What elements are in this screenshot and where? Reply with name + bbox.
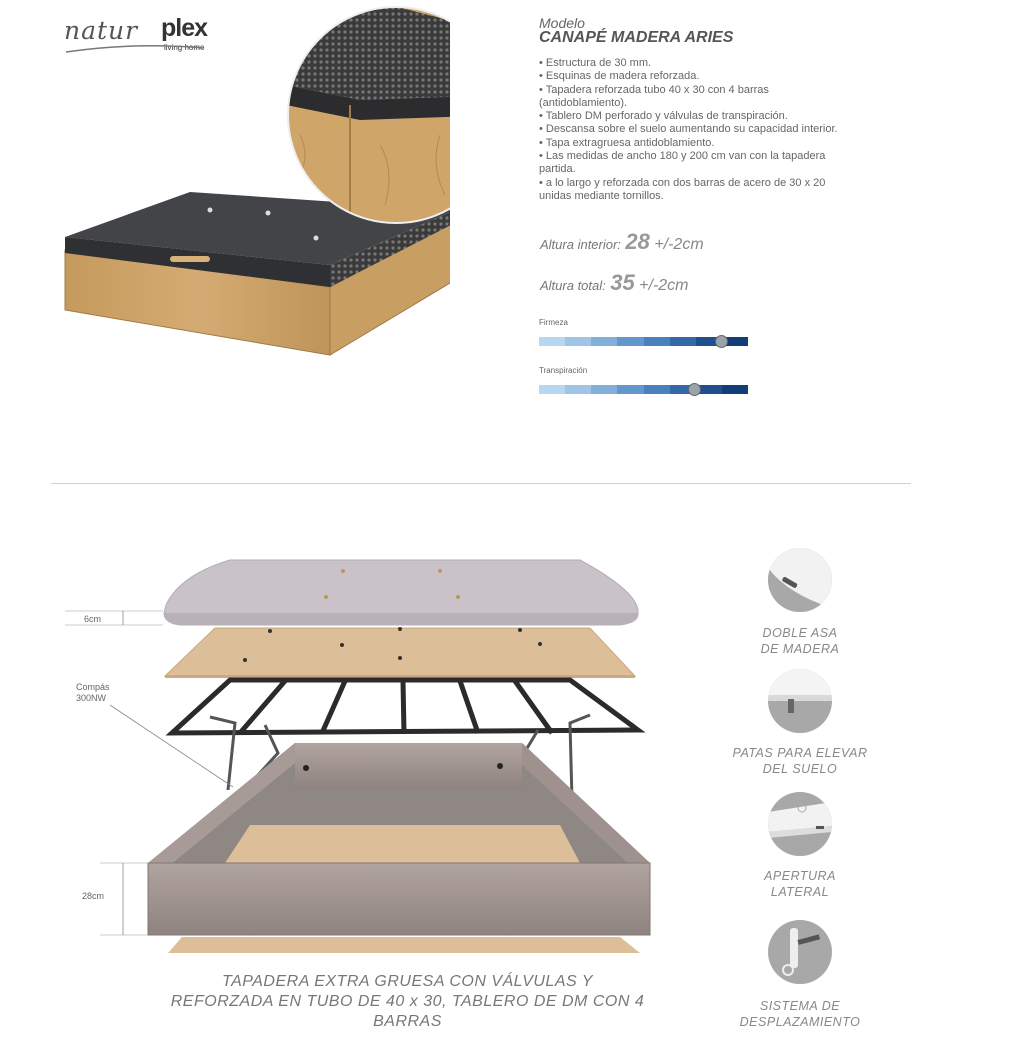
- section-divider: [51, 483, 911, 484]
- firmeza-scale: [539, 337, 748, 346]
- feature-item: • Las medidas de ancho 180 y 200 cm van con la tapadera partida.: [539, 150, 826, 176]
- scale-segment: [591, 337, 617, 346]
- side-opening-icon: [768, 792, 832, 856]
- feature-label: SISTEMA DE DESPLAZAMIENTO: [739, 999, 861, 1029]
- altura-total: [540, 270, 689, 296]
- scale-segment: [722, 385, 748, 394]
- model-label: Modelo: [539, 15, 585, 31]
- feature-item: • Tablero DM perforado y válvulas de transpiración.: [539, 110, 788, 123]
- altura-total-label: Altura total:: [540, 278, 606, 293]
- detail-zoom: [286, 5, 450, 225]
- scale-segment: [565, 337, 591, 346]
- feature-item: • Descansa sobre el suelo aumentando su capacidad interior.: [539, 123, 838, 136]
- scale-knob: [688, 383, 701, 396]
- product-illustration: [60, 5, 450, 365]
- transpiracion-label: Transpiración: [539, 366, 588, 375]
- scale-segment: [644, 385, 670, 394]
- altura-interior-tolerance: +/-2cm: [654, 236, 704, 253]
- scale-segment: [670, 337, 696, 346]
- feature-item: • a lo largo y reforzada con dos barras de acero de 30 x 20 unidas mediante tornillos.: [539, 176, 826, 202]
- feature-item: • Estructura de 30 mm.: [539, 57, 652, 69]
- raised-legs-icon: [768, 669, 832, 733]
- feature-label: DOBLE ASA DE MADERA: [760, 626, 840, 656]
- model-name: CANAPÉ MADERA ARIES: [539, 29, 734, 46]
- brand-word-natur: natur: [64, 16, 139, 45]
- exploded-diagram: [60, 545, 660, 965]
- dim-top-label: 6cm: [84, 614, 102, 624]
- piston-icon: [768, 920, 832, 984]
- compas-label: Compás 300NW: [76, 682, 110, 703]
- handle: [170, 256, 210, 262]
- feature-item: • Tapa extragruesa antidoblamiento.: [539, 136, 715, 149]
- scale-segment: [539, 337, 565, 346]
- brand-word-plex: plex: [161, 14, 208, 42]
- altura-interior-value: 28: [625, 229, 650, 254]
- altura-interior: [540, 229, 704, 255]
- scale-segment: [591, 385, 617, 394]
- firmeza-label: Firmeza: [539, 318, 568, 327]
- diagram-caption: TAPADERA EXTRA GRUESA CON VÁLVULAS Y REFORZADA EN TUBO DE 40 x 30, TABLERO DE DM CON 4 BARRAS: [170, 973, 645, 1030]
- wood-handle-icon: [768, 548, 832, 612]
- feature-list: [539, 57, 859, 203]
- scale-knob: [715, 335, 728, 348]
- dim-bottom-label: 28cm: [82, 891, 105, 901]
- altura-interior-label: Altura interior:: [540, 237, 621, 252]
- feature-label: APERTURA LATERAL: [764, 869, 836, 899]
- altura-total-tolerance: +/-2cm: [639, 277, 689, 294]
- scale-segment: [539, 385, 565, 394]
- feature-item: • Esquinas de madera reforzada.: [539, 70, 700, 83]
- feature-item: • Tapadera reforzada tubo 40 x 30 con 4 barras (antidoblamiento).: [539, 83, 769, 109]
- scale-segment: [565, 385, 591, 394]
- brand-tagline: living home: [164, 43, 205, 52]
- scale-segment: [617, 337, 643, 346]
- scale-segment: [617, 385, 643, 394]
- feature-label: PATAS PARA ELEVAR DEL SUELO: [732, 746, 868, 776]
- transpiracion-scale: [539, 385, 748, 394]
- scale-segment: [644, 337, 670, 346]
- altura-total-value: 35: [610, 270, 635, 295]
